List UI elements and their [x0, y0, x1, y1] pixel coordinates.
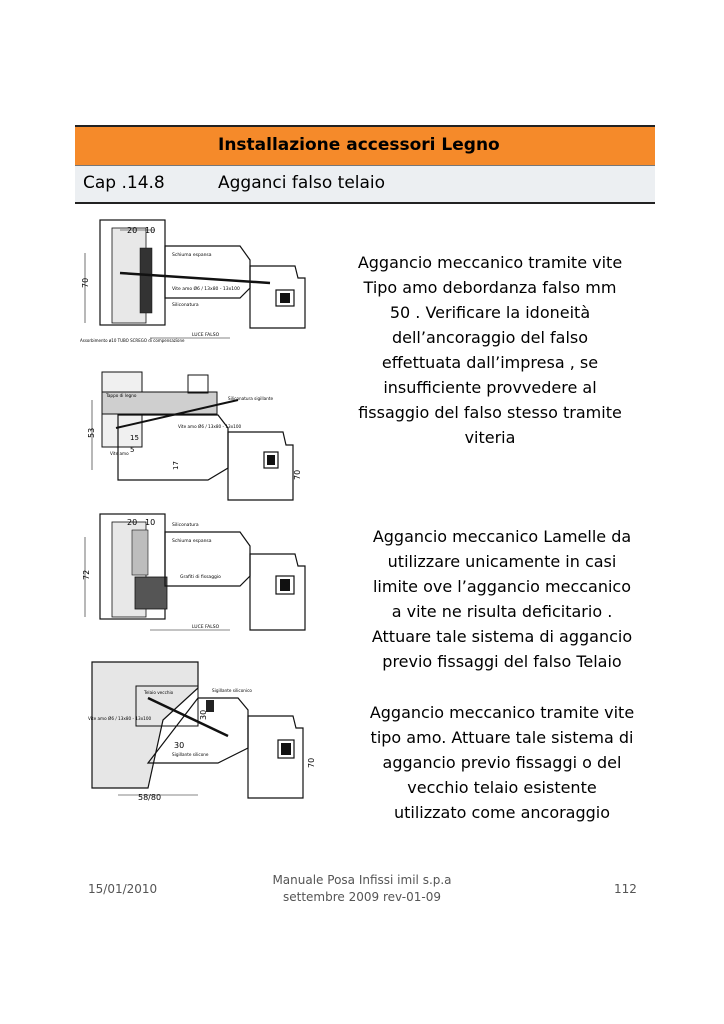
text-line: Aggancio meccanico tramite vite	[357, 253, 623, 272]
dim-label: 53	[87, 427, 96, 438]
dim-label: 72	[82, 569, 91, 580]
text-line: aggancio previo fissaggi o del	[382, 753, 622, 772]
text-line: insufficiente provvedere al	[383, 378, 597, 397]
annotation-label: Sigillante siliconico	[212, 688, 252, 693]
chapter-number: Cap .14.8	[83, 173, 165, 193]
annotation-label: Vite amo Ø6 / 13x80 - 13x100	[178, 424, 242, 429]
drawing-vite-amo-3	[88, 658, 328, 806]
dim-label: 10	[145, 226, 156, 235]
annotation-label: Vite amo	[110, 451, 129, 456]
section-drawing-icon	[88, 370, 308, 505]
annotation-label: Telaio vecchio	[144, 690, 174, 695]
dim-label: 20	[127, 226, 138, 235]
drawing-lamelle	[80, 512, 340, 642]
annotation-label: LUCE FALSO	[192, 625, 220, 630]
dim-label: 30	[199, 709, 208, 720]
text-line: Aggancio meccanico Lamelle da	[372, 527, 632, 546]
annotation-label: LUCE FALSO	[192, 333, 220, 338]
page-number: 112	[614, 882, 637, 896]
text-line: fissaggio del falso stesso tramite	[358, 403, 622, 422]
header-table	[75, 125, 655, 204]
dim-label: 5	[130, 446, 135, 454]
footer-line: settembre 2009 rev-01-09	[283, 890, 441, 904]
text-line: Attuare tale sistema di aggancio	[371, 627, 633, 646]
text-line: effettuata dall’impresa , se	[381, 353, 599, 372]
text-line: vecchio telaio esistente	[407, 778, 597, 797]
section-title-band	[75, 127, 655, 166]
annotation-label: Siliconatura sigillante	[228, 396, 274, 401]
section-drawing-icon	[88, 658, 328, 806]
text-line: tipo amo. Attuare tale sistema di	[370, 728, 634, 747]
chapter-title: Agganci falso telaio	[218, 173, 386, 193]
description-vecchio-telaio	[352, 700, 652, 825]
text-line: viteria	[464, 428, 516, 447]
drawing-vite-amo-1	[80, 218, 340, 353]
dim-label: 70	[307, 757, 316, 768]
text-line: 50 . Verificare la idoneità	[389, 303, 591, 322]
section-drawing-icon	[80, 512, 340, 642]
text-line: a vite ne risulta deficitario .	[391, 602, 613, 621]
text-line: Tipo amo debordanza falso mm	[363, 278, 617, 297]
annotation-label: Siliconatura	[172, 523, 199, 528]
dim-label: 58/80	[138, 793, 162, 802]
description-lamelle	[352, 524, 652, 674]
annotation-label: Siliconatura	[172, 303, 199, 308]
annotation-label: Vite amo Ø6 / 13x80 - 13x100	[172, 287, 240, 292]
dim-label: 30	[174, 741, 185, 750]
dim-label: 70	[81, 277, 90, 288]
dim-label: 17	[172, 461, 180, 470]
annotation-label: Sigillante silicone	[172, 752, 209, 757]
annotation-label: Tappo di legno	[106, 393, 137, 398]
drawing-vite-amo-2	[88, 370, 308, 505]
text-line: utilizzato come ancoraggio	[393, 803, 611, 822]
footer-manual-title	[262, 872, 462, 906]
text-line: dell’ancoraggio del falso	[391, 328, 589, 347]
dim-label: 15	[130, 434, 139, 442]
annotation-label: Grafiti di fissaggio	[180, 575, 221, 580]
section-drawing-icon	[80, 218, 340, 353]
footer-date: 15/01/2010	[88, 882, 158, 896]
annotation-label: Schiuma espansa	[172, 253, 212, 258]
text-line: previo fissaggi del falso Telaio	[382, 652, 622, 671]
annotation-label: Vite amo Ø6 / 13x80 - 13x100	[88, 716, 152, 721]
annotation-label: Assorbimento ø10 TUBO SCREGO di compensazione	[80, 338, 185, 343]
description-vite-amo	[340, 250, 640, 450]
text-line: limite ove l’aggancio meccanico	[372, 577, 632, 596]
dim-label: 20	[127, 518, 138, 527]
text-line: utilizzare unicamente in casi	[387, 552, 617, 571]
text-line: Aggancio meccanico tramite vite	[369, 703, 635, 722]
annotation-label: Schiuma espansa	[172, 539, 212, 544]
chapter-band	[75, 166, 655, 202]
section-title: Installazione accessori Legno	[218, 135, 500, 155]
footer-line: Manuale Posa Infissi imil s.p.a	[272, 873, 452, 887]
dim-label: 70	[293, 469, 302, 480]
dim-label: 10	[145, 518, 156, 527]
